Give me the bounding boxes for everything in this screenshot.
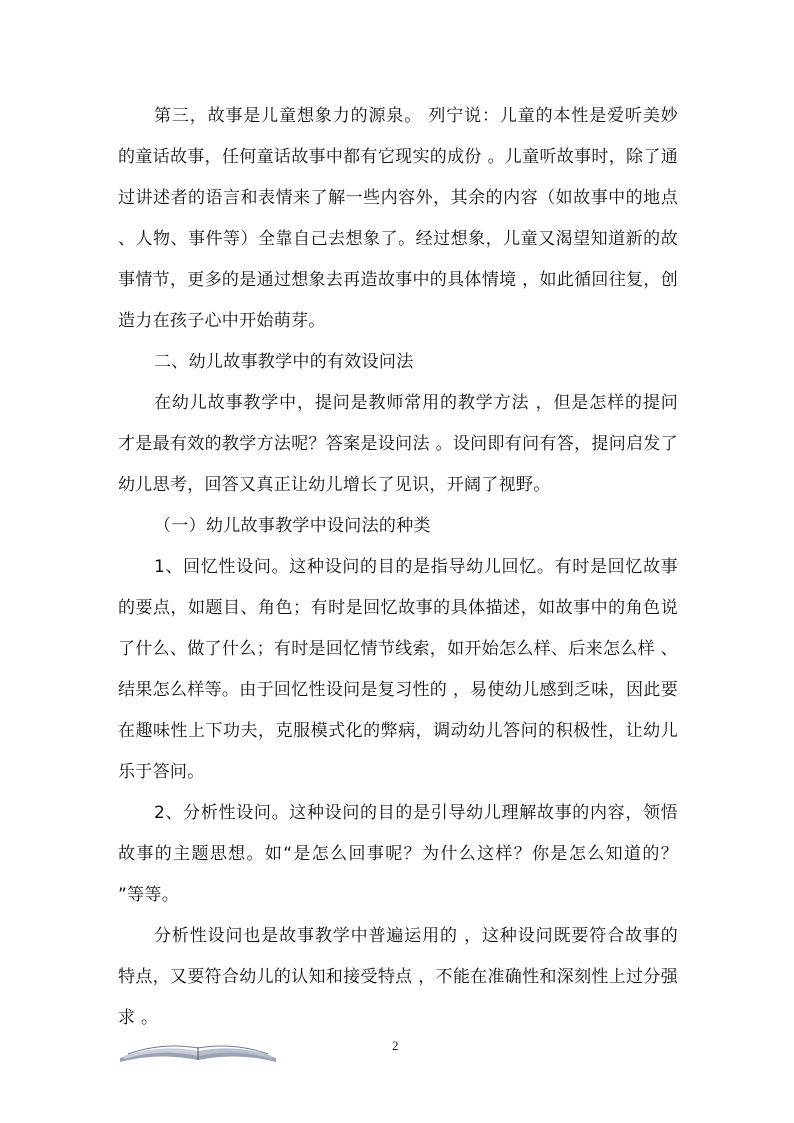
paragraph-questioning-intro: 在幼儿故事教学中，提问是教师常用的教学方法 ，但是怎样的提问才是最有效的教学方法呢？答案是设问法 。设问即有问有答，提问启发了幼儿思考，回答又真正让幼儿增长了见识，开阔了视野。 <box>118 393 678 495</box>
paragraph-recall-questions: 1、回忆性设问。这种设问的目的是指导幼儿回忆。有时是回忆故事的要点，如题目、角色；有时是回忆故事的具体描述，如故事中的角色说了什么、做了什么；有时是回忆情节线索，如开始怎么样、后来怎么样 、结果怎么样等。由于回忆性设问是复习性的 ，易使幼儿感到乏味，因此要在趣味性上下功夫，克服模式化的弊病，调动幼儿答问的积极性，让幼儿乐于答问。 <box>118 557 678 782</box>
open-book-icon <box>118 1036 278 1070</box>
page-footer <box>0 1030 794 1070</box>
paragraph-analytical-questions: 2、分析性设问。这种设问的目的是引导幼儿理解故事的内容，领悟故事的主题思想。如“是怎么回事呢？为什么这样？你是怎么知道的？ ”等等。 <box>118 803 678 905</box>
page-number: 2 <box>392 1038 399 1053</box>
page-content <box>118 96 678 1039</box>
paragraph-analytical-usage: 分析性设问也是故事教学中普遍运用的 ，这种设问既要符合故事的特点，又要符合幼儿的认知和接受特点 ，不能在准确性和深刻性上过分强求 。 <box>118 926 678 1028</box>
section-heading-effective-questioning: 二、幼儿故事教学中的有效设问法 <box>154 352 414 372</box>
subsection-heading-question-types: （一）幼儿故事教学中设问法的种类 <box>154 516 431 536</box>
paragraph-imagination: 第三，故事是儿童想象力的源泉。 列宁说：儿童的本性是爱听美妙的童话故事，任何童话故事中都有它现实的成份 。儿童听故事时，除了通过讲述者的语言和表情来了解一些内容外，其余的内容（如故事中的地点 、人物、事件等）全靠自己去想象了。经过想象，儿童又渴望知道新的故事情节，更多的是通过想象去再造故事中的具体情境 ，如此循回往复，创造力在孩子心中开始萌芽。 <box>118 106 678 331</box>
